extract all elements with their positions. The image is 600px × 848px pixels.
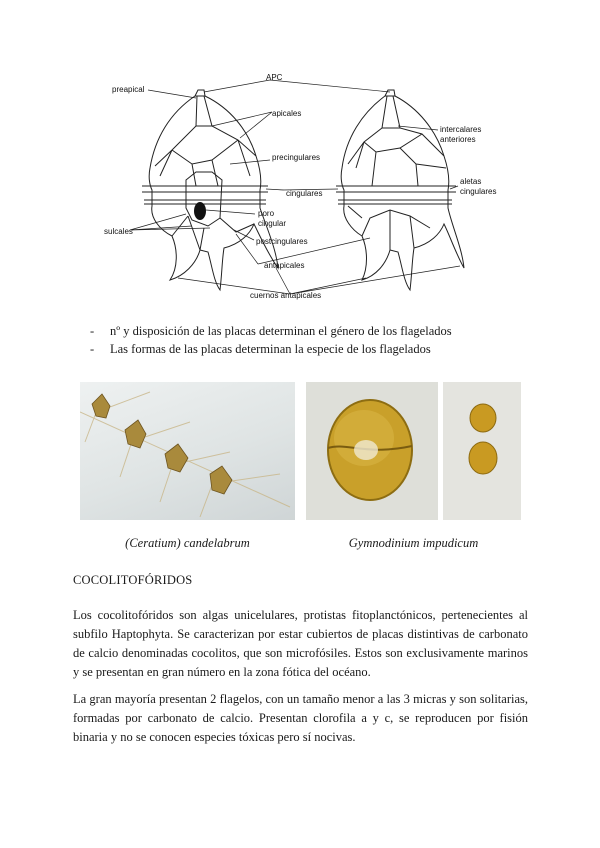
- bullet-item: [90, 340, 550, 358]
- label-postcingulares: postcingulares: [256, 237, 308, 246]
- paragraph-2: La gran mayoría presentan 2 flagelos, con un tamaño menor a las 3 micras y son solitarias, formadas por carbonato de calcio. Presentan clorofila a y c, se reproducen por fisión binaria y no se conocen especies tóxicas pero sí nocivas.: [73, 692, 528, 744]
- label-preapical: preapical: [112, 85, 145, 94]
- bullet-item: [90, 322, 550, 340]
- label-precingulares: precingulares: [272, 153, 321, 162]
- caption-gymnodinium: Gymnodinium impudicum: [348, 536, 479, 550]
- gymnodinium-photo-small: [443, 382, 521, 520]
- gymnodinium-cell-image: [306, 382, 438, 520]
- label-apc: APC: [266, 73, 283, 82]
- label-aletas: aletas: [460, 177, 482, 186]
- label-anteriores: anteriores: [440, 135, 476, 144]
- gymnodinium-photo-large: [306, 382, 438, 520]
- poro-cingular-mark: [194, 202, 206, 220]
- dinoflagellate-plate-diagram: [100, 68, 520, 308]
- bullet-list: [90, 322, 550, 358]
- gymnodinium-pair-image: [443, 382, 521, 520]
- label-poro: poro: [258, 209, 275, 218]
- label-cuernos-antapicales: cuernos antapicales: [250, 291, 322, 300]
- label-apicales: apicales: [272, 109, 302, 118]
- bullet-dash: -: [90, 342, 95, 356]
- ventral-view-cell: [142, 90, 278, 290]
- label-cingular: cingular: [258, 219, 287, 228]
- paragraph-1: Los cocolitofóridos son algas unicelulares, protistas fitoplanctónicos, pertenecientes al subfilo Haptophyta. Se caracterizan por estar cubiertos de placas distintivas de carbonato de calcio denominadas cocolitos, que son microfósiles. Estos son exclusivamente marinos y se presentan en gran número en la zona fótica del océano.: [73, 608, 528, 679]
- dorsal-view-cell: [336, 90, 464, 290]
- bullet-text: Las formas de las placas determinan la especie de los flagelados: [110, 342, 431, 356]
- label-cingulares-right: cingulares: [460, 187, 497, 196]
- ceratium-chain-image: [80, 382, 295, 520]
- label-sulcales: sulcales: [104, 227, 133, 236]
- label-intercalares: intercalares: [440, 125, 482, 134]
- caption-ceratium: (Ceratium) candelabrum: [125, 536, 250, 550]
- bullet-dash: -: [90, 324, 95, 338]
- bullet-text: nº y disposición de las placas determinan el género de los flagelados: [110, 324, 452, 338]
- ceratium-photo: [80, 382, 295, 520]
- label-cingulares: cingulares: [286, 189, 323, 198]
- label-antapicales: antapicales: [264, 261, 305, 270]
- section-heading: COCOLITOFÓRIDOS: [73, 573, 193, 587]
